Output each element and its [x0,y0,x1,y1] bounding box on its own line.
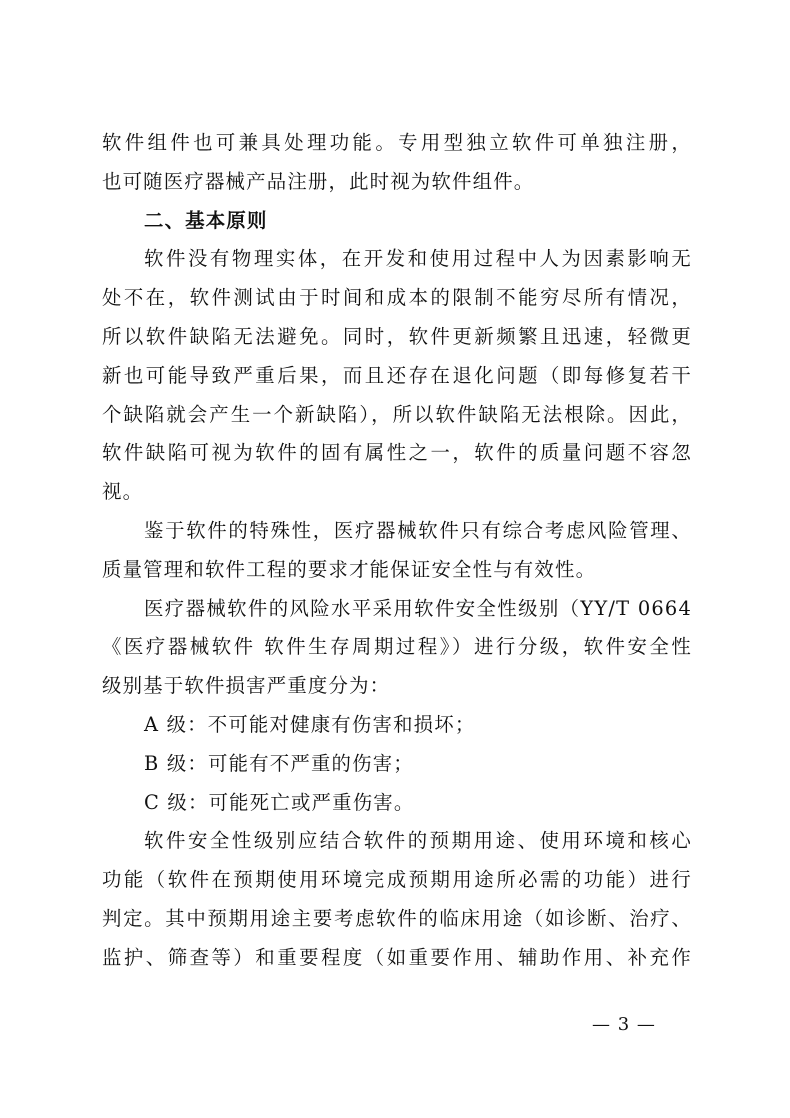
body-text-line: 级别基于软件损害严重度分为： [102,674,391,698]
body-text-line: 监护、筛查等）和重要程度（如重要作用、辅助作用、补充作 [102,945,692,969]
body-text-line: 新也可能导致严重后果，而且还存在退化问题（即每修复若干 [102,363,692,387]
body-text-line: 软件组件也可兼具处理功能。专用型独立软件可单独注册， [102,131,692,154]
body-text-line: 视。 [102,480,144,504]
page-number: — 3 — [592,1014,656,1035]
body-text-line: 软件安全性级别应结合软件的预期用途、使用环境和核心 [144,829,692,853]
list-item: A 级：不可能对健康有伤害和损坏； [144,712,476,736]
list-item: B 级：可能有不严重的伤害； [144,751,414,775]
body-text-line: 软件没有物理实体，在开发和使用过程中人为因素影响无 [144,247,692,271]
body-text-line: 所以软件缺陷无法避免。同时，软件更新频繁且迅速，轻微更 [102,324,692,348]
body-text-line: 也可随医疗器械产品注册，此时视为软件组件。 [102,169,535,193]
body-text-line: 《医疗器械软件 软件生存周期过程》）进行分级，软件安全性 [102,635,692,659]
body-text-line: 软件缺陷可视为软件的固有属性之一，软件的质量问题不容忽 [102,441,692,465]
body-text-line: 功能（软件在预期使用环境完成预期用途所必需的功能）进行 [102,868,692,892]
body-text-line: 判定。其中预期用途主要考虑软件的临床用途（如诊断、治疗、 [102,906,692,930]
list-item: C 级：可能死亡或严重伤害。 [144,790,415,814]
body-text-line: 质量管理和软件工程的要求才能保证安全性与有效性。 [102,557,597,581]
document-body [102,124,692,978]
section-heading: 二、基本原则 [144,208,268,232]
body-text-line: 处不在，软件测试由于时间和成本的限制不能穷尽所有情况， [102,286,692,310]
body-text-line: 个缺陷就会产生一个新缺陷），所以软件缺陷无法根除。因此， [102,402,692,426]
body-text-line: 医疗器械软件的风险水平采用软件安全性级别（YY/T 0664 [144,596,692,620]
body-text-line: 鉴于软件的特殊性，医疗器械软件只有综合考虑风险管理、 [144,518,692,542]
